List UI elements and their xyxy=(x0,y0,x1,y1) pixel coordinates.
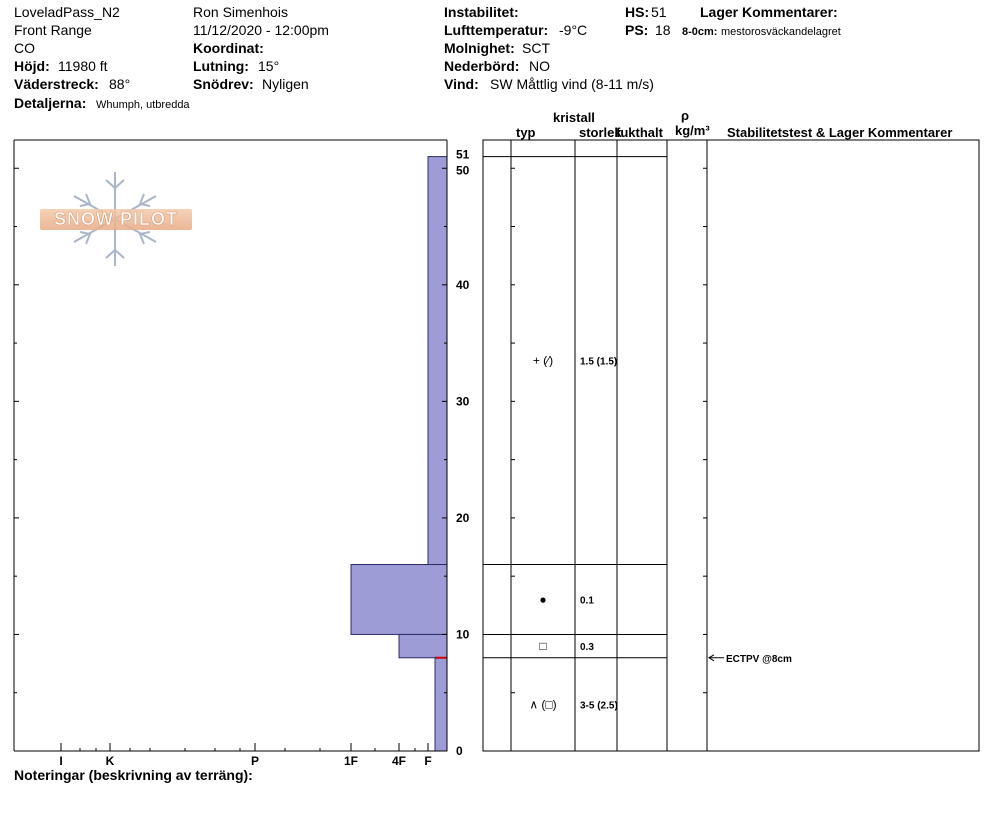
wind-value: SW Måttlig vind (8-11 m/s) xyxy=(490,76,654,92)
details-label: Detaljerna: xyxy=(14,95,87,111)
hardness-label: F xyxy=(424,754,432,768)
grain-size-layer-1: 1.5 (1.5) xyxy=(580,356,618,368)
hardness-label: P xyxy=(250,754,260,768)
depth-tick-label: 40 xyxy=(456,277,470,292)
cloud-label: Molnighet: xyxy=(444,40,515,56)
layer-comments-label: Lager Kommentarer: xyxy=(700,4,838,20)
details-value: Whumph, utbredda xyxy=(96,99,190,111)
elevation-label: Höjd: xyxy=(14,58,50,74)
instability-label: Instabilitet: xyxy=(444,4,519,20)
cloud-value: SCT xyxy=(522,40,550,56)
observer-name: Ron Simenhois xyxy=(193,4,288,20)
density-unit-header: kg/m³ xyxy=(675,123,710,138)
hardness-label: 4F xyxy=(391,754,407,768)
hs-value: 51 xyxy=(651,4,667,20)
aspect-label: Väderstreck: xyxy=(14,76,99,92)
coordinate-label: Koordinat: xyxy=(193,40,264,56)
grain-type-layer-1: + (⁄) xyxy=(532,353,554,368)
grain-size-layer-4: 3-5 (2.5) xyxy=(580,700,618,712)
layer-comment-range: 8-0cm: xyxy=(682,26,718,38)
hardness-bar-layer-4 xyxy=(435,658,447,751)
depth-tick-label: 50 xyxy=(456,163,470,178)
hardness-label: 1F xyxy=(343,754,359,768)
depth-tick-label: 20 xyxy=(456,510,470,525)
drift-label: Snödrev: xyxy=(193,76,254,92)
depth-tick-label: 10 xyxy=(456,627,470,642)
rho-header: ρ xyxy=(681,108,690,123)
type-header: typ xyxy=(516,125,536,140)
hardness-bar-layer-2 xyxy=(351,565,447,635)
watermark-text: SNOW PILOT xyxy=(54,209,178,229)
grain-type-layer-3: □ xyxy=(539,639,547,654)
stability-test-label-1: ECTPV @8cm xyxy=(726,653,792,665)
aspect-value: 88° xyxy=(109,76,131,92)
precip-value: NO xyxy=(529,58,550,74)
snowpilot-watermark xyxy=(40,172,192,266)
crystal-header: kristall xyxy=(553,110,595,125)
hs-label: HS: xyxy=(625,4,650,20)
depth-tick-label: 0 xyxy=(456,744,463,758)
grain-type-layer-2: ● xyxy=(539,592,547,607)
drift-value: Nyligen xyxy=(262,76,309,92)
observation-datetime: 11/12/2020 - 12:00pm xyxy=(193,22,329,38)
terrain-notes-label: Noteringar (beskrivning av terräng): xyxy=(14,767,253,783)
wind-label: Vind: xyxy=(444,76,479,92)
moisture-header: fukthalt xyxy=(616,125,663,140)
depth-tick-label: 51 xyxy=(456,147,470,162)
airtemp-value: -9°C xyxy=(559,22,588,38)
precip-label: Nederbörd: xyxy=(444,58,520,74)
elevation-value: 11980 ft xyxy=(58,58,108,74)
grain-size-layer-2: 0.1 xyxy=(580,595,594,607)
hardness-label: I xyxy=(59,754,63,768)
ps-value: 18 xyxy=(655,22,671,38)
state-name: CO xyxy=(14,40,35,56)
grain-type-layer-4: ∧ (□) xyxy=(529,697,557,712)
slope-value: 15° xyxy=(258,58,280,74)
size-header: storlek xyxy=(579,125,622,140)
airtemp-label: Lufttemperatur: xyxy=(444,22,549,38)
location-name: LoveladPass_N2 xyxy=(14,4,120,20)
depth-tick-label: 30 xyxy=(456,394,470,409)
grain-size-layer-3: 0.3 xyxy=(580,642,594,654)
hardness-label: K xyxy=(105,754,115,768)
slope-label: Lutning: xyxy=(193,58,249,74)
layer-comment-text: mestorosväckandelagret xyxy=(721,26,841,38)
hardness-bar-layer-3 xyxy=(399,634,447,657)
stability-header: Stabilitetstest & Lager Kommentarer xyxy=(727,125,953,140)
ps-label: PS: xyxy=(625,22,649,38)
range-name: Front Range xyxy=(14,22,92,38)
hardness-bar-layer-1 xyxy=(428,157,447,565)
